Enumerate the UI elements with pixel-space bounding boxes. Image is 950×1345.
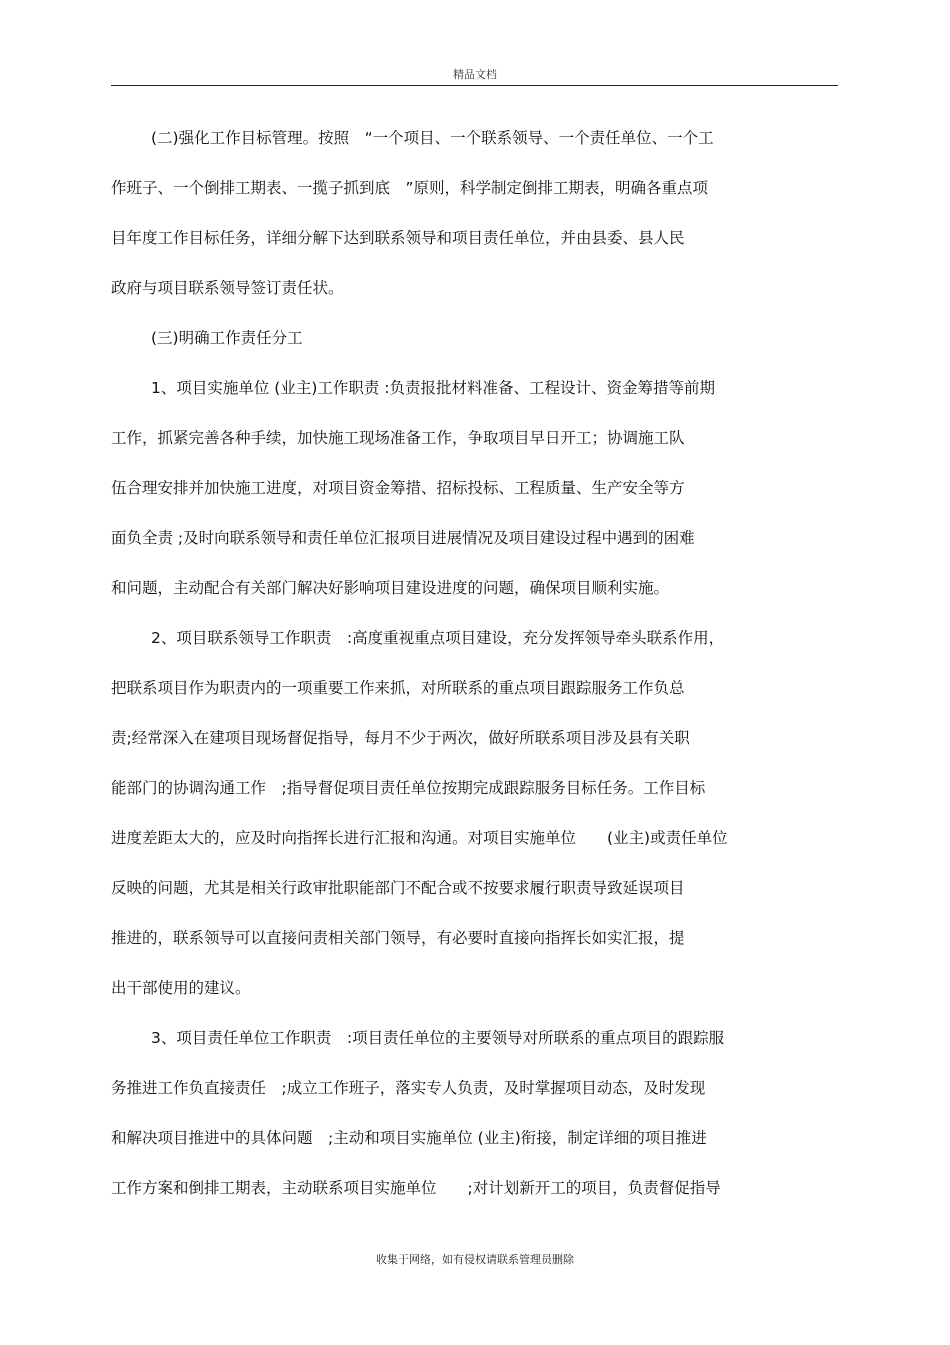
page-header-label: 精品文档 (453, 68, 497, 81)
text-line: 推进的，联系领导可以直接问责相关部门领导，有必要时直接向指挥长如实汇报，提 (111, 929, 685, 947)
text-line: (三)明确工作责任分工 (151, 329, 303, 347)
text-line: 进度差距太大的，应及时向指挥长进行汇报和沟通。对项目实施单位 (业主)或责任单位 (111, 829, 728, 847)
text-line: 3、项目责任单位工作职责 :项目责任单位的主要领导对所联系的重点项目的跟踪服 (151, 1029, 725, 1047)
text-line: 面负全责 ;及时向联系领导和责任单位汇报项目进展情况及项目建设过程中遇到的困难 (111, 529, 695, 547)
page-footer-label: 收集于网络，如有侵权请联系管理员删除 (376, 1253, 574, 1266)
text-line: 能部门的协调沟通工作 ;指导督促项目责任单位按期完成跟踪服务目标任务。工作目标 (111, 779, 706, 797)
header-divider (111, 85, 838, 86)
text-line: 1、项目实施单位 (业主)工作职责 :负责报批材料准备、工程设计、资金筹措等前期 (151, 379, 716, 397)
text-line: 2、项目联系领导工作职责 :高度重视重点项目建设，充分发挥领导牵头联系作用， (151, 629, 725, 647)
text-line: 责;经常深入在建项目现场督促指导，每月不少于两次，做好所联系项目涉及县有关职 (111, 729, 690, 747)
text-line: 和解决项目推进中的具体问题 ;主动和项目实施单位 (业主)衔接，制定详细的项目推进 (111, 1129, 707, 1147)
text-line: 把联系项目作为职责内的一项重要工作来抓，对所联系的重点项目跟踪服务工作负总 (111, 679, 685, 697)
text-line: 工作方案和倒排工期表，主动联系项目实施单位 ;对计划新开工的项目，负责督促指导 (111, 1179, 721, 1197)
text-line: 务推进工作负直接责任 ;成立工作班子，落实专人负责，及时掌握项目动态，及时发现 (111, 1079, 706, 1097)
text-line: 伍合理安排并加快施工进度，对项目资金筹措、招标投标、工程质量、生产安全等方 (111, 479, 685, 497)
text-line: (二)强化工作目标管理。按照 “一个项目、一个联系领导、一个责任单位、一个工 (151, 129, 714, 147)
text-line: 反映的问题，尤其是相关行政审批职能部门不配合或不按要求履行职责导致延误项目 (111, 879, 685, 897)
text-line: 工作，抓紧完善各种手续，加快施工现场准备工作，争取项目早日开工；协调施工队 (111, 429, 685, 447)
document-body (111, 120, 838, 1220)
text-line: 和问题，主动配合有关部门解决好影响项目建设进度的问题，确保项目顺利实施。 (111, 579, 670, 597)
text-line: 出干部使用的建议。 (111, 979, 251, 997)
text-line: 作班子、一个倒排工期表、一揽子抓到底 ”原则，科学制定倒排工期表，明确各重点项 (111, 179, 709, 197)
text-line: 目年度工作目标任务，详细分解下达到联系领导和项目责任单位，并由县委、县人民 (111, 229, 685, 247)
text-line: 政府与项目联系领导签订责任状。 (111, 279, 344, 297)
